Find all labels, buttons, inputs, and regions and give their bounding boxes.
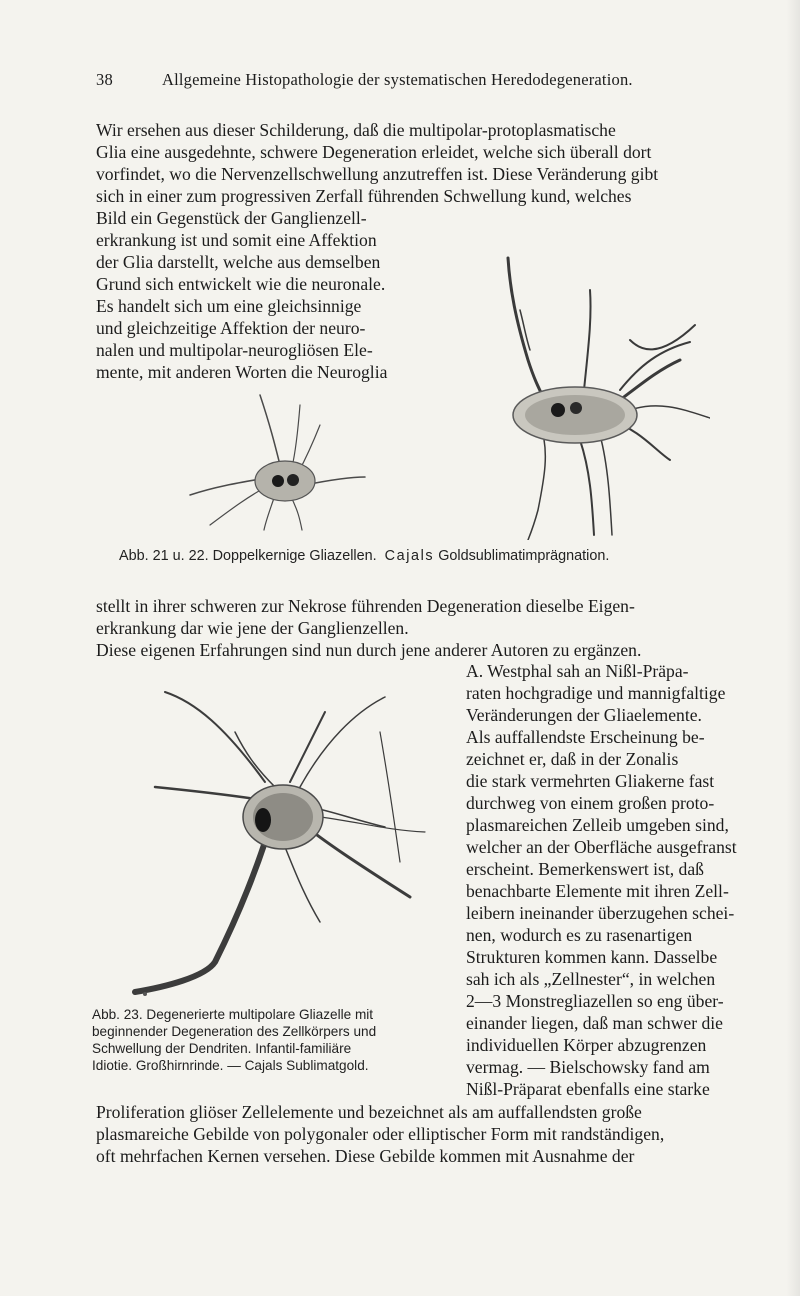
text-line: nalen und multipolar-neurogliösen Ele- [96, 340, 373, 360]
text-line: Glia eine ausgedehnte, schwere Degeneration erleidet, welche sich überall dort [96, 142, 652, 162]
text-line: 2—3 Monstregliazellen so eng über- [466, 991, 724, 1011]
text-line: Proliferation gliöser Zellelemente und bezeichnet als am auffallendsten große [96, 1102, 642, 1122]
text-line: Als auffallendste Erscheinung be- [466, 727, 705, 747]
text-line: oft mehrfachen Kernen versehen. Diese Gebilde kommen mit Ausnahme der [96, 1146, 635, 1166]
text-line: sich in einer zum progressiven Zerfall führenden Schwellung kund, welches [96, 186, 632, 206]
text-line: Grund sich entwickelt wie die neuronale. [96, 274, 386, 294]
caption-method: Goldsublimatimprägnation. [438, 548, 610, 564]
text-line: durchweg von einem großen proto- [466, 793, 715, 813]
caption-author: Cajals [384, 548, 435, 564]
text-line: Schwellung der Dendriten. Infantil-familiäre [92, 1041, 352, 1056]
text-line: zeichnet er, daß in der Zonalis [466, 749, 679, 769]
running-header [96, 70, 716, 90]
text-line: raten hochgradige und mannigfaltige [466, 683, 726, 703]
text-line: mente, mit anderen Worten die Neuroglia [96, 362, 388, 382]
text-line: Veränderungen der Gliaelemente. [466, 705, 702, 725]
page-edge-shadow [786, 0, 800, 1296]
text-line: einander liegen, daß man schwer die [466, 1013, 723, 1033]
text-line: Strukturen kommen kann. Dasselbe [466, 947, 718, 967]
text-line: der Glia darstellt, welche aus demselben [96, 252, 381, 272]
text-line: nen, wodurch es zu rasenartigen [466, 925, 693, 945]
figure-23-degenerated-glia-cell [125, 672, 435, 997]
figure-22-glia-cell [480, 250, 710, 540]
text-line: Idiotie. Großhirnrinde. — Cajals Sublimatgold. [92, 1058, 369, 1073]
caption-figures-21-22 [119, 548, 609, 565]
page-number: 38 [96, 70, 113, 89]
text-line: Bild ein Gegenstück der Ganglienzell- [96, 208, 367, 228]
text-line: erkrankung dar wie jene der Ganglienzellen. [96, 618, 409, 638]
text-line: A. Westphal sah an Nißl-Präpa- [466, 661, 689, 681]
text-line: leibern ineinander überzugehen schei- [466, 903, 735, 923]
text-line: welcher an der Oberfläche ausgefranst [466, 837, 737, 857]
text-line: plasmareiche Gebilde von polygonaler oder elliptischer Form mit randständigen, [96, 1124, 665, 1144]
figure-21-glia-cell [180, 385, 370, 535]
running-title: Allgemeine Histopathologie der systematischen Heredodegeneration. [162, 70, 633, 89]
text-line: individuellen Körper abzugrenzen [466, 1035, 707, 1055]
text-line: Diese eigenen Erfahrungen sind nun durch jene anderer Autoren zu ergänzen. [96, 640, 642, 660]
text-line: stellt in ihrer schweren zur Nekrose führenden Degeneration dieselbe Eigen- [96, 596, 635, 616]
text-line: die stark vermehrten Gliakerne fast [466, 771, 715, 791]
text-line: erscheint. Bemerkenswert ist, daß [466, 859, 704, 879]
caption-label: Abb. 21 u. 22. Doppelkernige Gliazellen. [119, 548, 377, 564]
text-line: Nißl-Präparat ebenfalls eine starke [466, 1079, 710, 1099]
text-line: beginnender Degeneration des Zellkörpers und [92, 1024, 377, 1039]
text-line: plasmareichen Zelleib umgeben sind, [466, 815, 729, 835]
text-line: erkrankung ist und somit eine Affektion [96, 230, 377, 250]
text-line: und gleichzeitige Affektion der neuro- [96, 318, 366, 338]
text-line: Es handelt sich um eine gleichsinnige [96, 296, 362, 316]
text-line: vorfindet, wo die Nervenzellschwellung anzutreffen ist. Diese Veränderung gibt [96, 164, 659, 184]
text-line: sah ich als „Zellnester“, in welchen [466, 969, 716, 989]
text-line: vermag. — Bielschowsky fand am [466, 1057, 710, 1077]
text-line: benachbarte Elemente mit ihren Zell- [466, 881, 729, 901]
text-line: Wir ersehen aus dieser Schilderung, daß die multipolar-protoplasmatische [96, 120, 616, 140]
text-line: Abb. 23. Degenerierte multipolare Gliazelle mit [92, 1007, 374, 1022]
